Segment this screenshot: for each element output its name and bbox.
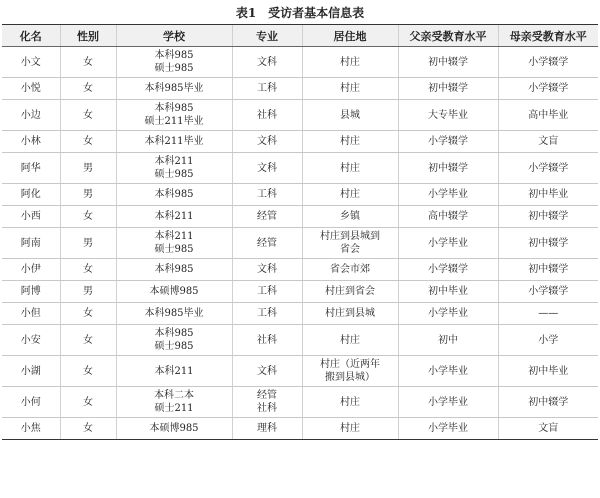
cell-gender-text: 女 — [83, 109, 93, 121]
cell-gender-text: 女 — [83, 56, 93, 68]
cell-name — [2, 100, 60, 131]
cell-name — [2, 325, 60, 356]
header-name: 化名 — [2, 25, 60, 47]
cell-mother-education-text: 高中毕业 — [528, 109, 569, 121]
cell-father-education — [398, 206, 498, 228]
header-major: 专业 — [232, 25, 302, 47]
cell-residence — [302, 153, 398, 184]
cell-major-text: 文科 — [257, 136, 277, 147]
cell-father-education-text: 小学毕业 — [428, 189, 468, 200]
cell-mother-education — [498, 281, 598, 303]
cell-name — [2, 131, 60, 153]
cell-father-education-text: 大专毕业 — [428, 109, 468, 121]
cell-school-text: 本科二本 — [154, 390, 194, 401]
cell-mother-education — [498, 131, 598, 153]
cell-mother-education-text: 小学辍学 — [528, 83, 569, 94]
cell-mother-education — [498, 228, 598, 259]
cell-father-education — [398, 303, 498, 325]
cell-mother-education — [498, 47, 598, 78]
cell-father-education-text: 小学辍学 — [428, 264, 468, 275]
cell-name-text: 小湖 — [20, 365, 41, 377]
cell-gender — [60, 47, 116, 78]
cell-residence-text: 省会 — [340, 244, 360, 255]
cell-residence-text: 村庄 — [340, 56, 360, 68]
cell-mother-education-text: 初中辍学 — [528, 264, 569, 275]
cell-mother-education-text: 小学辍学 — [528, 162, 569, 174]
cell-residence — [302, 259, 398, 281]
cell-residence-text: 村庄 — [340, 334, 360, 346]
table-row — [2, 325, 598, 356]
table-row — [2, 418, 598, 440]
cell-gender-text: 女 — [83, 365, 93, 377]
table-caption: 表1 受访者基本信息表 — [235, 6, 365, 20]
cell-residence-text: 村庄到县城到 — [320, 231, 380, 242]
cell-name-text: 小西 — [20, 211, 41, 222]
cell-major — [232, 153, 302, 184]
cell-residence-text: 村庄 — [340, 162, 360, 174]
table-row — [2, 206, 598, 228]
cell-school-text: 本科985毕业 — [144, 308, 204, 319]
cell-residence-text: 省会市郊 — [330, 264, 370, 275]
cell-residence — [302, 228, 398, 259]
cell-school-text: 硕士985 — [154, 341, 194, 352]
cell-name — [2, 153, 60, 184]
cell-name-text: 小林 — [20, 136, 41, 147]
cell-father-education — [398, 184, 498, 206]
cell-father-education — [398, 418, 498, 440]
cell-father-education — [398, 259, 498, 281]
cell-father-education-text: 初中辍学 — [428, 162, 468, 174]
cell-major — [232, 228, 302, 259]
cell-gender-text: 女 — [83, 308, 93, 319]
cell-major — [232, 184, 302, 206]
respondent-info-table — [2, 24, 598, 440]
header-gender: 性别 — [60, 25, 116, 47]
cell-school — [116, 100, 232, 131]
cell-major-text: 社科 — [257, 109, 277, 121]
cell-gender — [60, 131, 116, 153]
cell-major — [232, 418, 302, 440]
cell-name — [2, 206, 60, 228]
cell-name-text: 阿南 — [20, 237, 41, 249]
cell-residence-text: 村庄 — [340, 83, 360, 94]
cell-school — [116, 418, 232, 440]
cell-gender-text: 女 — [83, 211, 93, 222]
cell-father-education — [398, 387, 498, 418]
table-row — [2, 78, 598, 100]
cell-father-education — [398, 228, 498, 259]
table-row — [2, 281, 598, 303]
cell-father-education — [398, 356, 498, 387]
cell-gender — [60, 356, 116, 387]
cell-mother-education-text: 文盲 — [538, 136, 559, 147]
cell-gender-text: 女 — [83, 83, 93, 94]
cell-school-text: 硕士985 — [154, 169, 194, 180]
cell-father-education-text: 小学毕业 — [428, 365, 468, 377]
cell-residence-text: 村庄（近两年 — [320, 359, 380, 370]
cell-major-text: 社科 — [257, 403, 277, 414]
cell-school-text: 本科211毕业 — [144, 136, 204, 147]
cell-name — [2, 418, 60, 440]
cell-gender — [60, 325, 116, 356]
table-row — [2, 184, 598, 206]
cell-major — [232, 259, 302, 281]
cell-father-education-text: 初中辍学 — [428, 83, 468, 94]
table-body — [2, 47, 598, 440]
cell-residence — [302, 387, 398, 418]
cell-school — [116, 325, 232, 356]
cell-school — [116, 356, 232, 387]
cell-school — [116, 387, 232, 418]
table-row — [2, 303, 598, 325]
cell-father-education-text: 小学毕业 — [428, 423, 468, 434]
cell-father-education — [398, 281, 498, 303]
cell-mother-education — [498, 418, 598, 440]
cell-major — [232, 325, 302, 356]
cell-father-education — [398, 100, 498, 131]
cell-name — [2, 47, 60, 78]
table-row — [2, 387, 598, 418]
cell-residence — [302, 325, 398, 356]
cell-name — [2, 356, 60, 387]
cell-major-text: 工科 — [257, 286, 277, 297]
cell-school-text: 本科211 — [154, 156, 194, 167]
cell-major-text: 经管 — [257, 237, 277, 249]
cell-mother-education — [498, 78, 598, 100]
table-row — [2, 356, 598, 387]
cell-major-text: 工科 — [257, 189, 277, 200]
cell-father-education — [398, 153, 498, 184]
cell-mother-education-text: 初中辍学 — [528, 211, 569, 222]
cell-school — [116, 281, 232, 303]
cell-school-text: 硕士211毕业 — [144, 116, 204, 127]
cell-father-education-text: 初中 — [438, 334, 458, 346]
cell-major — [232, 78, 302, 100]
cell-residence-text: 乡镇 — [340, 211, 360, 222]
cell-residence-text: 村庄到县城 — [325, 308, 375, 319]
cell-father-education-text: 初中辍学 — [428, 56, 468, 68]
cell-school — [116, 259, 232, 281]
cell-gender-text: 女 — [83, 423, 93, 434]
cell-father-education — [398, 78, 498, 100]
cell-residence — [302, 78, 398, 100]
cell-gender — [60, 303, 116, 325]
cell-gender — [60, 78, 116, 100]
cell-residence — [302, 356, 398, 387]
cell-major-text: 工科 — [257, 308, 277, 319]
cell-name — [2, 78, 60, 100]
cell-school-text: 本科211 — [154, 211, 194, 222]
cell-mother-education-text: 初中毕业 — [528, 189, 569, 200]
cell-residence-text: 村庄 — [340, 136, 360, 147]
cell-mother-education-text: 初中辍学 — [528, 396, 569, 408]
cell-mother-education-text: 小学 — [538, 334, 559, 346]
table-row — [2, 100, 598, 131]
cell-residence — [302, 100, 398, 131]
cell-gender-text: 女 — [83, 264, 93, 275]
cell-major — [232, 100, 302, 131]
cell-school-text: 本科985 — [154, 189, 194, 200]
cell-mother-education — [498, 184, 598, 206]
cell-school-text: 本科985 — [154, 50, 194, 61]
cell-major-text: 文科 — [257, 365, 277, 377]
cell-school — [116, 131, 232, 153]
cell-major — [232, 356, 302, 387]
cell-mother-education — [498, 387, 598, 418]
cell-name-text: 阿化 — [20, 189, 41, 200]
header-mother-education: 母亲受教育水平 — [498, 25, 598, 47]
cell-gender — [60, 206, 116, 228]
table-row — [2, 131, 598, 153]
cell-residence — [302, 131, 398, 153]
cell-name-text: 小文 — [20, 56, 41, 68]
cell-major-text: 文科 — [257, 264, 277, 275]
cell-mother-education — [498, 259, 598, 281]
cell-mother-education — [498, 153, 598, 184]
cell-father-education-text: 小学辍学 — [428, 136, 468, 147]
cell-school-text: 本硕博985 — [149, 423, 199, 434]
cell-residence-text: 村庄 — [340, 396, 360, 408]
cell-residence — [302, 206, 398, 228]
cell-gender — [60, 228, 116, 259]
cell-school-text: 硕士985 — [154, 63, 194, 74]
cell-school — [116, 153, 232, 184]
cell-major-text: 经管 — [257, 390, 277, 401]
cell-father-education — [398, 131, 498, 153]
cell-school — [116, 228, 232, 259]
cell-gender — [60, 153, 116, 184]
cell-residence — [302, 281, 398, 303]
cell-residence-text: 村庄 — [340, 189, 360, 200]
cell-school-text: 本科985毕业 — [144, 83, 204, 94]
cell-school-text: 本硕博985 — [149, 286, 199, 297]
cell-residence-text: 村庄 — [340, 423, 360, 434]
cell-mother-education — [498, 356, 598, 387]
cell-name — [2, 228, 60, 259]
cell-major-text: 工科 — [257, 83, 277, 94]
cell-school-text: 硕士211 — [154, 403, 194, 414]
cell-school-text: 本科985 — [154, 264, 194, 275]
cell-gender-text: 女 — [83, 396, 93, 408]
cell-mother-education-text: —— — [538, 308, 559, 319]
cell-gender-text: 男 — [83, 162, 93, 174]
cell-mother-education-text: 小学辍学 — [528, 286, 569, 297]
cell-mother-education — [498, 206, 598, 228]
cell-residence — [302, 47, 398, 78]
cell-major-text: 理科 — [257, 423, 277, 434]
cell-father-education-text: 高中辍学 — [428, 211, 468, 222]
cell-school-text: 本科211 — [154, 231, 194, 242]
table-row — [2, 259, 598, 281]
header-father-education: 父亲受教育水平 — [398, 25, 498, 47]
cell-name-text: 小何 — [20, 396, 41, 408]
cell-mother-education-text: 文盲 — [538, 423, 559, 434]
cell-name — [2, 281, 60, 303]
cell-gender-text: 女 — [83, 136, 93, 147]
cell-major-text: 文科 — [257, 56, 277, 68]
cell-major — [232, 206, 302, 228]
cell-gender-text: 女 — [83, 334, 93, 346]
cell-gender-text: 男 — [83, 189, 93, 200]
cell-mother-education — [498, 303, 598, 325]
cell-name — [2, 259, 60, 281]
header-residence: 居住地 — [302, 25, 398, 47]
cell-gender — [60, 418, 116, 440]
cell-major-text: 社科 — [257, 334, 277, 346]
table-row — [2, 228, 598, 259]
cell-school — [116, 303, 232, 325]
cell-father-education-text: 初中毕业 — [428, 286, 468, 297]
cell-mother-education — [498, 325, 598, 356]
cell-school-text: 本科985 — [154, 328, 194, 339]
cell-gender — [60, 100, 116, 131]
cell-name-text: 阿华 — [20, 162, 41, 174]
cell-father-education-text: 小学毕业 — [428, 237, 468, 249]
cell-major-text: 文科 — [257, 162, 277, 174]
cell-father-education-text: 小学毕业 — [428, 396, 468, 408]
header-school: 学校 — [116, 25, 232, 47]
table-row — [2, 153, 598, 184]
cell-father-education — [398, 47, 498, 78]
cell-major — [232, 47, 302, 78]
cell-father-education — [398, 325, 498, 356]
cell-major — [232, 131, 302, 153]
cell-school — [116, 184, 232, 206]
cell-gender — [60, 259, 116, 281]
cell-mother-education — [498, 100, 598, 131]
cell-name-text: 小但 — [20, 308, 41, 319]
cell-residence — [302, 184, 398, 206]
cell-gender — [60, 387, 116, 418]
cell-school — [116, 206, 232, 228]
cell-residence-text: 县城 — [340, 109, 360, 121]
cell-major — [232, 281, 302, 303]
cell-mother-education-text: 初中毕业 — [528, 365, 569, 377]
cell-school-text: 硕士985 — [154, 244, 194, 255]
cell-name-text: 小悦 — [20, 83, 41, 94]
cell-major — [232, 303, 302, 325]
cell-gender-text: 男 — [83, 237, 93, 249]
cell-school — [116, 78, 232, 100]
cell-school-text: 本科985 — [154, 103, 194, 114]
cell-gender — [60, 184, 116, 206]
cell-school — [116, 47, 232, 78]
cell-name — [2, 387, 60, 418]
cell-name-text: 小伊 — [20, 264, 41, 275]
cell-major — [232, 387, 302, 418]
table-row — [2, 47, 598, 78]
cell-father-education-text: 小学毕业 — [428, 308, 468, 319]
cell-major-text: 经管 — [257, 211, 277, 222]
cell-residence — [302, 303, 398, 325]
cell-residence-text: 村庄到省会 — [325, 286, 375, 297]
cell-residence — [302, 418, 398, 440]
cell-name — [2, 303, 60, 325]
cell-name — [2, 184, 60, 206]
cell-name-text: 小焦 — [20, 423, 41, 434]
cell-gender — [60, 281, 116, 303]
header-row — [2, 25, 598, 47]
cell-name-text: 小安 — [20, 334, 41, 346]
cell-gender-text: 男 — [83, 286, 93, 297]
cell-school-text: 本科211 — [154, 365, 194, 377]
cell-name-text: 阿博 — [20, 286, 41, 297]
cell-residence-text: 搬到县城） — [325, 372, 375, 383]
cell-name-text: 小边 — [20, 109, 41, 121]
cell-mother-education-text: 小学辍学 — [528, 56, 569, 68]
cell-mother-education-text: 初中辍学 — [528, 237, 569, 249]
